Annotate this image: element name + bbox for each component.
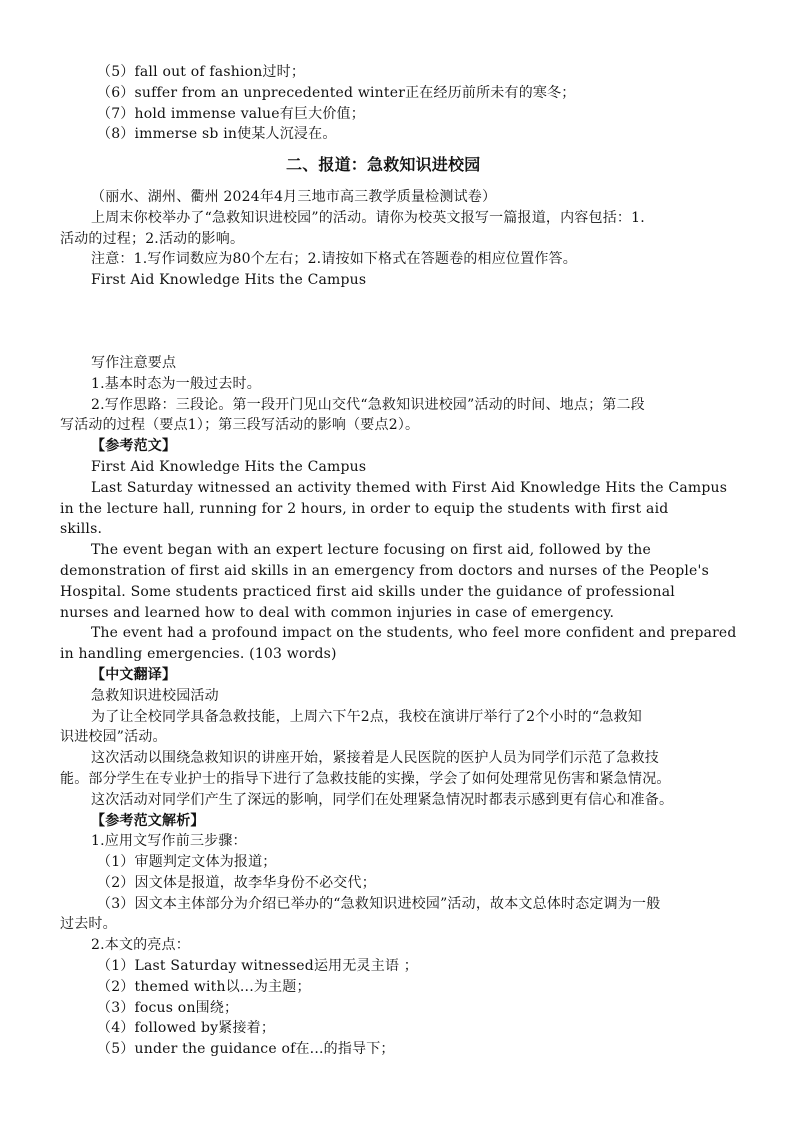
analysis-line: （3）因文本主体部分为介绍已举办的“急救知识进校园”活动，故本文总体时态定调为一般 xyxy=(97,896,661,912)
writing-tip-1: 1.基本时态为一般过去时。 xyxy=(91,376,261,392)
writing-tip-2-cont: 写活动的过程（要点1）；第三段写活动的影响（要点2）。 xyxy=(60,417,420,433)
phrase-8: （8）immerse sb in使某人沉浸在。 xyxy=(97,126,337,142)
essay-line: nurses and learned how to deal with common injuries in case of emergency. xyxy=(60,605,615,621)
writing-tips-heading: 写作注意要点 xyxy=(91,355,177,371)
essay-title: First Aid Knowledge Hits the Campus xyxy=(91,459,367,475)
translation-title: 急救知识进校园活动 xyxy=(91,688,219,704)
phrase-7: （7）hold immense value有巨大价值； xyxy=(97,106,365,122)
writing-tip-2: 2.写作思路：三段论。第一段开门见山交代“急救知识进校园”活动的时间、地点；第二段 xyxy=(91,397,645,413)
essay-line: The event had a profound impact on the students, who feel more confident and prepared xyxy=(91,625,737,641)
translation-line: 为了让全校同学具备急救技能，上周六下午2点，我校在演讲厅举行了2个小时的“急救知 xyxy=(91,709,642,725)
essay-heading: 【参考范文】 xyxy=(91,438,177,454)
source-line: （丽水、湖州、衢州 2024年4月三地市高三教学质量检测试卷） xyxy=(91,189,497,205)
analysis-line: （2）themed with以...为主题； xyxy=(97,979,311,995)
prompt-notice: 注意：1.写作词数应为80个左右；2.请按如下格式在答题卷的相应位置作答。 xyxy=(91,251,577,267)
translation-line: 能。部分学生在专业护士的指导下进行了急救技能的实操，学会了如何处理常见伤害和紧急情况。 xyxy=(60,771,671,787)
analysis-line: 1.应用文写作前三步骤： xyxy=(91,833,247,849)
analysis-heading: 【参考范文解析】 xyxy=(91,813,205,829)
essay-line: skills. xyxy=(60,521,103,537)
analysis-line: （5）under the guidance of在...的指导下； xyxy=(97,1041,395,1057)
analysis-line: 2.本文的亮点： xyxy=(91,937,190,953)
translation-line: 这次活动对同学们产生了深远的影响，同学们在处理紧急情况时都表示感到更有信心和准备。 xyxy=(91,792,674,808)
essay-line: in handling emergencies. (103 words) xyxy=(60,646,337,662)
essay-line: demonstration of first aid skills in an emergency from doctors and nurses of the People's xyxy=(60,563,709,579)
analysis-line: （1）Last Saturday witnessed运用无灵主语 ； xyxy=(97,958,419,974)
analysis-line: （3）focus on围绕； xyxy=(97,1000,239,1016)
prompt-line-1: 上周末你校举办了“急救知识进校园”的活动。请你为校英文报写一篇报道，内容包括：1. xyxy=(91,210,645,226)
translation-heading: 【中文翻译】 xyxy=(91,667,177,683)
translation-line: 这次活动以围绕急救知识的讲座开始，紧接着是人民医院的医护人员为同学们示范了急救技 xyxy=(91,750,659,766)
essay-line: in the lecture hall, running for 2 hours, in order to equip the students with first aid xyxy=(60,501,669,517)
analysis-line: （2）因文体是报道，故李华身份不必交代； xyxy=(97,875,376,891)
prompt-title: First Aid Knowledge Hits the Campus xyxy=(91,272,367,288)
analysis-line: （1）审题判定文体为报道； xyxy=(97,854,277,870)
essay-line: The event began with an expert lecture focusing on first aid, followed by the xyxy=(91,542,651,558)
analysis-line: 过去时。 xyxy=(60,916,117,932)
phrase-5: （5）fall out of fashion过时； xyxy=(97,64,306,80)
section-title: 二、报道：急救知识进校园 xyxy=(286,155,481,174)
prompt-line-2: 活动的过程；2.活动的影响。 xyxy=(60,231,245,247)
essay-line: Hospital. Some students practiced first aid skills under the guidance of professional xyxy=(60,584,675,600)
phrase-6: （6）suffer from an unprecedented winter正在经历前所未有的寒冬； xyxy=(97,85,576,101)
essay-line: Last Saturday witnessed an activity themed with First Aid Knowledge Hits the Campus xyxy=(91,480,728,496)
analysis-line: （4）followed by紧接着； xyxy=(97,1020,276,1036)
translation-line: 识进校园”活动。 xyxy=(60,729,167,745)
